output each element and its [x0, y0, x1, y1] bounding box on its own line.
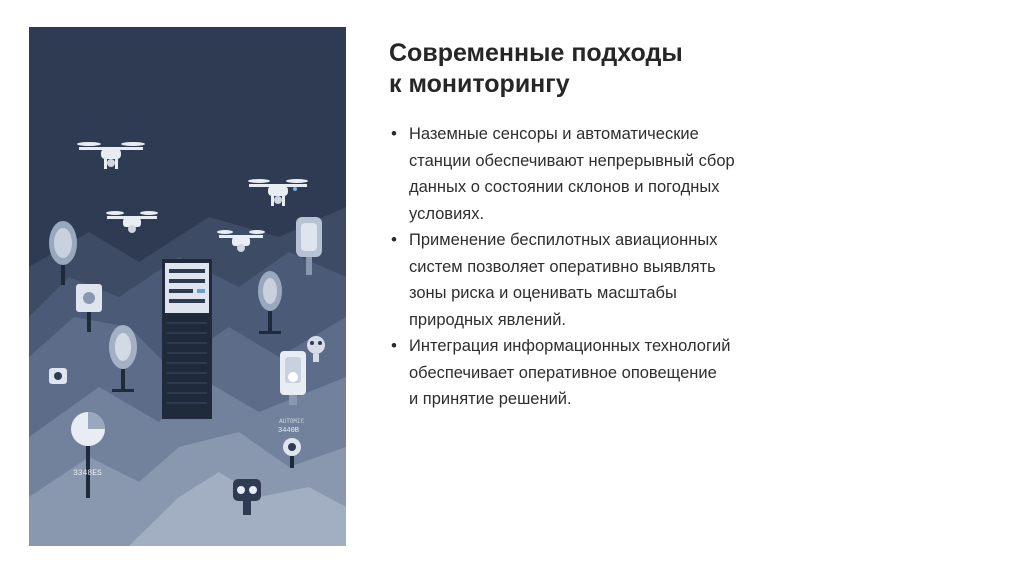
monitoring-illustration	[29, 27, 346, 546]
bullet-line: условиях.	[409, 204, 485, 223]
bullet-mark: •	[391, 230, 397, 249]
bullet-line: Применение беспилотных авиационных	[409, 231, 718, 249]
bullet-mark: •	[391, 336, 397, 355]
bullet-line: обеспечивает оперативное оповещение	[409, 363, 717, 382]
bullet-line: природных явлений.	[409, 310, 567, 329]
bullet-list	[389, 121, 819, 413]
slide-title-line: к мониторингу	[389, 70, 570, 98]
bullet-line: станции обеспечивают непрерывный сбор	[409, 151, 735, 170]
monitoring-illustration-svg	[29, 27, 346, 546]
station-caption-right: AUTOMIC	[279, 418, 305, 425]
bullet-line: Наземные сенсоры и автоматические	[409, 125, 699, 143]
bullet-item	[389, 227, 819, 333]
station-code-left: 3348ES	[73, 469, 102, 478]
bullet-line: зоны риска и оценивать масштабы	[409, 284, 677, 302]
bullet-line: Интеграция информационных технологий	[409, 337, 731, 355]
bullet-item	[389, 333, 819, 413]
slide-title-line: Современные подходы	[389, 39, 683, 67]
bullet-item	[389, 121, 819, 227]
sensor-cam-small-left	[49, 368, 67, 384]
bullet-mark: •	[391, 124, 397, 143]
station-code-right: 3440B	[278, 427, 300, 435]
server-tower	[162, 259, 212, 419]
bullet-line: систем позволяет оперативно выявлять	[409, 257, 716, 276]
bullet-line: и принятие решений.	[409, 390, 572, 408]
slide-title	[389, 38, 949, 100]
bullet-line: данных о состоянии склонов и погодных	[409, 178, 720, 196]
